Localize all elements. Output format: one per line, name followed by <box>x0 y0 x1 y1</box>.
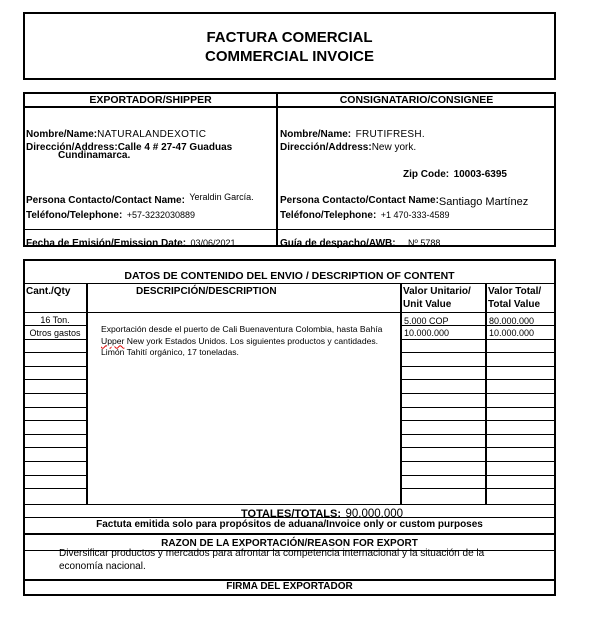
shipper-phone-row <box>26 205 195 223</box>
row-1-unit-value: 5.000 COP <box>404 316 449 326</box>
shipper-name-label: Nombre/Name: <box>26 129 98 140</box>
table-row-line <box>24 420 86 421</box>
reason-divider <box>24 533 555 535</box>
table-row-line <box>401 475 485 476</box>
table-row-line <box>24 407 86 408</box>
row-1-total-value: 80.000.000 <box>489 316 535 326</box>
awb-label: Guía de despacho/AWB: <box>280 238 396 249</box>
customs-divider <box>24 517 555 518</box>
table-row-line <box>401 447 485 448</box>
table-row-line <box>401 366 485 367</box>
consignee-contact-name: Santiago Martínez <box>438 196 529 208</box>
awb-number: Nº 5788. <box>408 238 443 248</box>
table-row-line <box>401 379 485 380</box>
table-row-line <box>24 325 86 326</box>
shipper-contact-name: Yeraldin García. <box>189 192 254 202</box>
totals-label: TOTALES/TOTALS: <box>241 508 342 520</box>
col-total-header-1: Valor Total/ <box>488 286 542 297</box>
parties-date-divider <box>24 229 555 230</box>
table-row-line <box>24 488 86 489</box>
consignee-zip: 10003-6395 <box>453 169 507 180</box>
consignee-name-label: Nombre/Name: <box>280 129 352 140</box>
table-row-line <box>401 325 485 326</box>
table-row-line <box>486 475 555 476</box>
table-row-line <box>486 434 555 435</box>
col-total-header-2: Total Value <box>488 299 541 310</box>
signature-heading: FIRMA DEL EXPORTADOR <box>226 581 353 592</box>
table-row-line <box>401 339 485 340</box>
consignee-address: New york. <box>371 142 417 153</box>
table-row-line <box>24 447 86 448</box>
row-1-qty: 16 Ton. <box>40 315 70 325</box>
table-row-line <box>401 352 485 353</box>
desc-col-divider <box>400 284 402 504</box>
reason-text <box>59 547 484 573</box>
table-row-line <box>401 407 485 408</box>
customs-note: Factuta emitida solo para propósitos de aduana/Invoice only or custom purposes <box>96 519 483 530</box>
table-row-line <box>486 488 555 489</box>
table-row-line <box>486 352 555 353</box>
description-text-end: New york Estados Unidos. Los siguientes productos y cantidades. Limón Tahití orgánico, 17 toneladas. <box>101 335 379 357</box>
table-row-line <box>24 461 86 462</box>
consignee-phone-label: Teléfono/Telephone: <box>280 210 377 221</box>
table-row-line <box>401 434 485 435</box>
consignee-zip-label: Zip Code: <box>403 169 450 180</box>
shipper-address-label: Dirección/Address: <box>26 142 118 153</box>
invoice-title-box <box>23 12 556 80</box>
table-row-line <box>486 325 555 326</box>
description-text-start: Exportación desde el puerto de Cali Buenaventura Colombia, hasta Bahía <box>101 324 383 334</box>
consignee-zip-row <box>403 164 507 182</box>
shipper-date-row <box>26 233 236 251</box>
table-row-line <box>486 420 555 421</box>
shipper-address-line2: Cundinamarca. <box>58 150 131 161</box>
table-row-line <box>24 379 86 380</box>
shipment-description <box>101 324 383 359</box>
table-row-line <box>401 420 485 421</box>
column-header-divider <box>24 312 555 313</box>
table-row-line <box>24 352 86 353</box>
col-unit-header-2: Unit Value <box>403 299 452 310</box>
consignee-contact-label: Persona Contacto/Contact Name: <box>280 195 439 206</box>
row-2-unit-value: 10.000.000 <box>404 328 450 338</box>
table-row-line <box>24 393 86 394</box>
content-heading-divider <box>24 283 555 284</box>
table-row-line <box>401 393 485 394</box>
consignee-awb-row <box>280 233 443 251</box>
shipper-phone: +57-3232030889 <box>126 210 196 220</box>
table-row-line <box>24 366 86 367</box>
col-desc-header: DESCRIPCIÓN/DESCRIPTION <box>136 286 277 297</box>
consignee-address-label: Dirección/Address: <box>280 142 372 153</box>
consignee-heading: CONSIGNATARIO/CONSIGNEE <box>339 94 494 106</box>
table-row-line <box>486 366 555 367</box>
consignee-address-row <box>280 137 416 155</box>
shipper-contact-label: Persona Contacto/Contact Name: <box>26 195 185 206</box>
table-row-line <box>401 461 485 462</box>
content-heading: DATOS DE CONTENIDO DEL ENVIO / DESCRIPTION OF CONTENT <box>124 270 455 282</box>
reason-line-1: Diversificar productos y mercados para afrontar la competencia internacional y la situación de la <box>59 548 485 559</box>
table-row-line <box>401 488 485 489</box>
table-row-line <box>486 447 555 448</box>
totals-value: 90.000.000 <box>345 508 404 520</box>
col-qty-header: Cant./Qty <box>26 286 71 297</box>
row-2-total-value: 10.000.000 <box>489 328 535 338</box>
row-2-qty: Otros gastos <box>29 328 81 338</box>
qty-col-divider <box>86 284 88 504</box>
table-row-line <box>486 461 555 462</box>
emission-date: 03/06/2021 <box>190 238 236 248</box>
shipper-address-line1: Calle 4 # 27-47 Guaduas <box>117 142 233 153</box>
emission-date-label: Fecha de Emisión/Emission Date: <box>26 238 187 249</box>
invoice-title-es: FACTURA COMERCIAL <box>206 29 373 46</box>
consignee-name: FRUTIFRESH. <box>355 129 426 140</box>
description-flagged-word: Upper <box>101 335 125 346</box>
consignee-phone: +1 470-333-4589 <box>380 210 450 220</box>
table-row-line <box>486 407 555 408</box>
table-row-line <box>24 434 86 435</box>
table-row-line <box>486 339 555 340</box>
shipper-heading: EXPORTADOR/SHIPPER <box>89 94 212 106</box>
table-row-line <box>24 475 86 476</box>
unit-col-divider <box>485 284 487 504</box>
shipper-phone-label: Teléfono/Telephone: <box>26 210 123 221</box>
table-row-line <box>24 339 86 340</box>
invoice-title-en: COMMERCIAL INVOICE <box>205 48 374 65</box>
shipper-name: NATURALANDEXOTIC <box>97 129 207 140</box>
reason-line-2: economía nacional. <box>59 561 146 572</box>
table-row-line <box>486 393 555 394</box>
col-unit-header-1: Valor Unitario/ <box>403 286 471 297</box>
consignee-phone-row <box>280 205 450 223</box>
table-row-line <box>486 379 555 380</box>
parties-header-divider <box>24 106 555 108</box>
parties-center-divider <box>276 93 278 246</box>
reason-heading: RAZON DE LA EXPORTACIÓN/REASON FOR EXPORT <box>161 538 418 549</box>
